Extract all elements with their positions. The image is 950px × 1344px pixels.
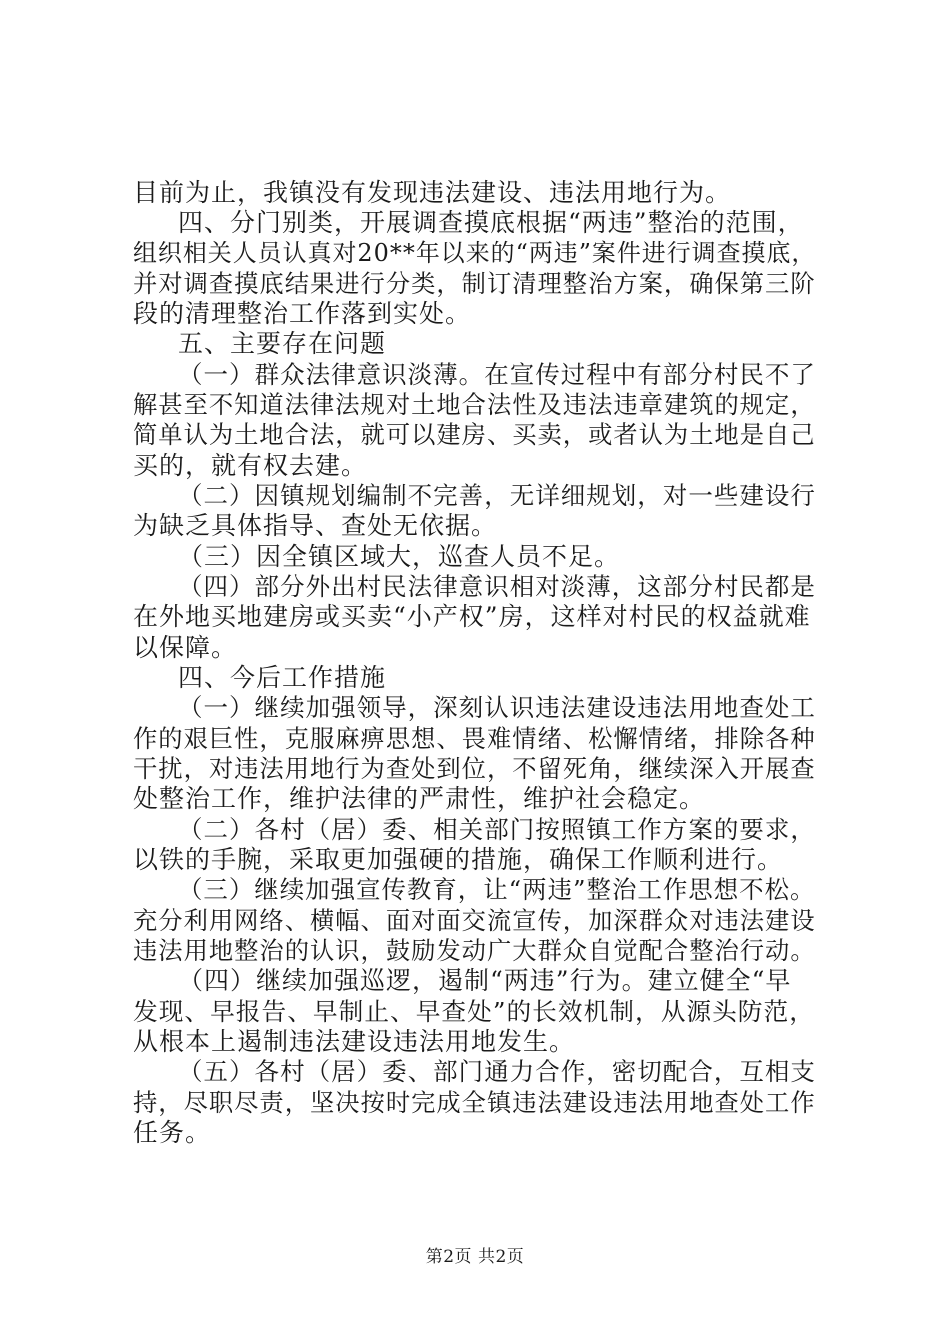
page-number-footer: 第2页 共2页 — [425, 1247, 525, 1267]
text-line: 以保障。 — [133, 633, 238, 662]
text-line: 违法用地整治的认识，鼓励发动广大群众自觉配合整治行动。 — [133, 936, 816, 965]
text-line: （一）继续加强领导，深刻认识违法建设违法用地查处工 — [178, 693, 816, 722]
text-line: （四）部分外出村民法律意识相对淡薄，这部分村民都是 — [178, 572, 816, 601]
text-line: （一）群众法律意识淡薄。在宣传过程中有部分村民不了 — [178, 360, 816, 389]
section-heading: 五、主要存在问题 — [178, 329, 387, 358]
text-line: 并对调查摸底结果进行分类，制订清理整治方案，确保第三阶 — [133, 269, 816, 298]
text-line: （三）继续加强宣传教育，让“两违”整治工作思想不松。 — [178, 875, 816, 904]
text-line: 买的，就有权去建。 — [133, 451, 368, 480]
text-line: 段的清理整治工作落到实处。 — [133, 299, 472, 328]
text-line: 为缺乏具体指导、查处无依据。 — [133, 511, 498, 540]
text-line: 目前为止，我镇没有发现违法建设、违法用地行为。 — [133, 178, 732, 207]
text-line: 任务。 — [133, 1118, 212, 1147]
text-line: 组织相关人员认真对20**年以来的“两违”案件进行调查摸底， — [133, 239, 817, 267]
text-line: （五）各村（居）委、部门通力合作，密切配合，互相支 — [178, 1057, 816, 1086]
text-line: 处整治工作，维护法律的严肃性，维护社会稳定。 — [133, 784, 706, 813]
text-line: 发现、早报告、早制止、早查处”的长效机制，从源头防范， — [133, 997, 815, 1026]
text-line: 四、分门别类，开展调查摸底根据“两违”整治的范围， — [178, 208, 804, 237]
text-line: （二）因镇规划编制不完善，无详细规划，对一些建设行 — [178, 481, 816, 510]
text-line: 持，尽职尽责，坚决按时完成全镇违法建设违法用地查处工作 — [133, 1088, 816, 1117]
text-line: 以铁的手腕，采取更加强硬的措施，确保工作顺利进行。 — [133, 845, 784, 874]
text-line: 充分利用网络、横幅、面对面交流宣传，加深群众对违法建设 — [133, 906, 816, 935]
text-line: 从根本上遏制违法建设违法用地发生。 — [133, 1027, 576, 1056]
text-line: 简单认为土地合法，就可以建房、买卖，或者认为土地是自己 — [133, 420, 816, 449]
text-line: 解甚至不知道法律法规对土地合法性及违法违章建筑的规定， — [133, 390, 816, 419]
section-heading: 四、今后工作措施 — [178, 663, 387, 692]
text-line: 在外地买地建房或买卖“小产权”房，这样对村民的权益就难 — [133, 602, 811, 631]
text-line: （四）继续加强巡逻，遏制“两违”行为。建立健全“早 — [178, 966, 792, 995]
text-line: （三）因全镇区域大，巡查人员不足。 — [178, 542, 621, 571]
text-line: （二）各村（居）委、相关部门按照镇工作方案的要求， — [178, 815, 816, 844]
text-line: 作的艰巨性，克服麻痹思想、畏难情绪、松懈情绪，排除各种 — [133, 724, 816, 753]
text-line: 干扰，对违法用地行为查处到位，不留死角，继续深入开展查 — [133, 754, 816, 783]
